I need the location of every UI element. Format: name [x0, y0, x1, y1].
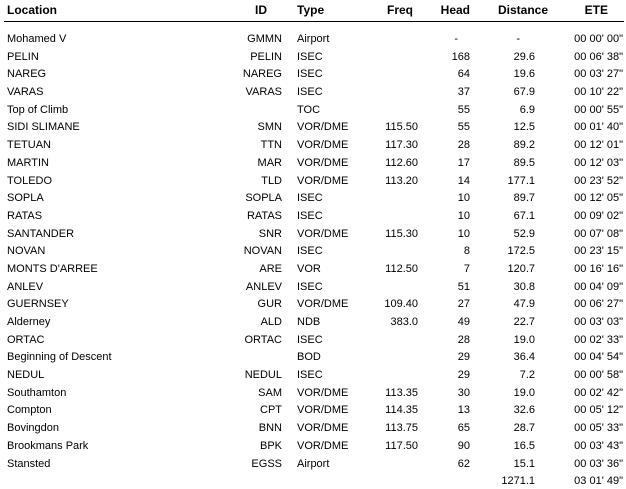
cell-id: MAR — [257, 156, 282, 169]
cell-type: VOR/DME — [297, 386, 349, 399]
cell-location: NEDUL — [7, 369, 45, 382]
cell-head: 13 — [457, 404, 470, 417]
cell-type: ISEC — [297, 333, 323, 346]
table-row — [0, 402, 626, 420]
cell-ete: 00 23' 52" — [574, 174, 623, 187]
cell-distance: - — [516, 33, 520, 45]
cell-type: NDB — [297, 316, 321, 328]
cell-head: 90 — [457, 439, 470, 452]
cell-distance: 7.2 — [519, 369, 535, 382]
cell-id: NEDUL — [244, 369, 282, 382]
table-row — [0, 261, 626, 279]
cell-location: VARAS — [7, 86, 44, 99]
cell-location: Stansted — [7, 457, 51, 470]
cell-freq — [367, 456, 418, 474]
cell-freq: 113.20 — [385, 174, 418, 187]
cell-id: ORTAC — [244, 333, 282, 346]
cell-type: ISEC — [297, 192, 323, 205]
cell-id: VARAS — [245, 86, 282, 99]
cell-type: VOR — [297, 262, 321, 275]
cell-ete: 00 03' 43" — [574, 439, 623, 452]
cell-location: Beginning of Descent — [7, 351, 112, 364]
column-header-ete: ETE — [584, 3, 608, 17]
cell-location: Compton — [7, 404, 52, 417]
cell-location: TOLEDO — [7, 174, 53, 187]
cell-freq — [367, 367, 418, 385]
table-row — [0, 102, 626, 120]
cell-ete: 00 03' 03" — [574, 316, 623, 328]
cell-freq — [367, 473, 418, 489]
table-row — [0, 349, 626, 367]
cell-type: BOD — [297, 351, 321, 364]
cell-ete: 00 07' 08" — [574, 227, 623, 240]
cell-ete: 00 05' 33" — [574, 422, 623, 435]
cell-type: VOR/DME — [297, 439, 349, 452]
cell-ete: 00 10' 22" — [574, 86, 623, 99]
cell-head: 64 — [457, 68, 470, 81]
cell-id: SNR — [258, 227, 282, 240]
cell-distance: 29.6 — [513, 50, 535, 63]
cell-id: TTN — [260, 139, 282, 152]
cell-head: 8 — [463, 245, 470, 258]
cell-head: 49 — [457, 316, 470, 328]
cell-type: Airport — [297, 457, 330, 470]
cell-location: ANLEV — [7, 280, 44, 293]
table-row — [0, 84, 626, 102]
column-header-freq: Freq — [386, 3, 413, 17]
cell-ete: 00 02' 42" — [574, 386, 623, 399]
cell-freq: 113.35 — [385, 386, 418, 399]
cell-freq — [367, 49, 418, 67]
table-row — [0, 208, 626, 226]
cell-freq — [367, 208, 418, 226]
cell-freq: 115.30 — [385, 227, 418, 240]
cell-distance: 120.7 — [507, 262, 535, 275]
cell-location: PELIN — [7, 50, 39, 63]
cell-id: NAREG — [242, 68, 282, 81]
cell-distance: 172.5 — [507, 245, 535, 258]
cell-distance: 32.6 — [513, 404, 535, 417]
cell-type: VOR/DME — [297, 139, 349, 152]
cell-id: GUR — [257, 298, 282, 311]
cell-location: TETUAN — [7, 139, 51, 152]
cell-distance: 47.9 — [513, 298, 535, 311]
cell-head: 30 — [457, 386, 470, 399]
cell-head: 10 — [457, 209, 470, 222]
table-row — [0, 137, 626, 155]
cell-id: GMMN — [247, 33, 282, 45]
column-header-location: Location — [7, 3, 57, 17]
cell-head: 168 — [451, 50, 470, 63]
cell-freq — [367, 31, 418, 49]
cell-type: VOR/DME — [297, 121, 349, 134]
cell-location: NAREG — [7, 68, 47, 81]
cell-location: Alderney — [7, 316, 51, 328]
cell-head: 14 — [457, 174, 470, 187]
cell-location: Bovingdon — [7, 422, 59, 435]
cell-ete: 00 23' 15" — [574, 245, 623, 258]
cell-location: SANTANDER — [7, 227, 75, 240]
cell-freq: 114.35 — [385, 404, 418, 417]
cell-ete: 00 09' 02" — [574, 209, 623, 222]
cell-head: 62 — [457, 457, 470, 470]
cell-freq — [367, 190, 418, 208]
cell-location: SOPLA — [7, 192, 44, 205]
cell-id: BPK — [259, 439, 282, 452]
cell-location: NOVAN — [7, 245, 46, 258]
cell-location: MARTIN — [7, 156, 49, 169]
cell-id: EGSS — [251, 457, 282, 470]
cell-type: ISEC — [297, 68, 323, 81]
cell-head: 55 — [457, 121, 470, 134]
cell-head: 29 — [457, 351, 470, 364]
cell-id — [225, 349, 282, 367]
table-row — [0, 226, 626, 244]
cell-type: VOR/DME — [297, 156, 349, 169]
cell-head: 27 — [457, 298, 470, 311]
cell-head: 17 — [457, 156, 470, 169]
cell-ete: 00 02' 33" — [574, 333, 623, 346]
cell-ete: 00 03' 36" — [574, 457, 623, 470]
cell-freq — [367, 349, 418, 367]
cell-head — [418, 473, 470, 489]
cell-freq: 383.0 — [390, 316, 418, 328]
cell-freq: 115.50 — [385, 121, 418, 134]
cell-distance: 52.9 — [513, 227, 535, 240]
cell-type: ISEC — [297, 50, 323, 63]
cell-type: VOR/DME — [297, 298, 349, 311]
table-body — [0, 21, 626, 489]
cell-ete: 00 04' 09" — [574, 280, 623, 293]
cell-type: VOR/DME — [297, 422, 349, 435]
cell-type: VOR/DME — [297, 174, 349, 187]
table-row — [0, 243, 626, 261]
cell-ete: 00 00' 00" — [574, 33, 623, 45]
cell-distance: 19.6 — [513, 68, 535, 81]
cell-id: BNN — [258, 422, 282, 435]
table-row — [0, 438, 626, 456]
table-row — [0, 173, 626, 191]
cell-id: ALD — [260, 316, 282, 328]
cell-location: GUERNSEY — [7, 298, 69, 311]
cell-distance: 28.7 — [513, 422, 535, 435]
cell-distance: 16.5 — [513, 439, 535, 452]
table-totals-row — [0, 473, 626, 489]
table-row — [0, 456, 626, 474]
cell-head: 10 — [457, 227, 470, 240]
column-header-type: Type — [297, 3, 325, 17]
table-row — [0, 367, 626, 385]
cell-distance: 6.9 — [519, 103, 535, 116]
cell-distance: 89.5 — [513, 156, 535, 169]
cell-id: ARE — [259, 262, 282, 275]
table-row — [0, 155, 626, 173]
cell-type: VOR/DME — [297, 227, 349, 240]
cell-type: ISEC — [297, 209, 323, 222]
cell-type: TOC — [297, 103, 321, 116]
cell-freq — [367, 66, 418, 84]
cell-id: NOVAN — [243, 245, 282, 258]
cell-ete: 00 00' 58" — [574, 369, 623, 382]
cell-id: CPT — [260, 404, 282, 417]
table-row — [0, 31, 626, 49]
cell-head: 55 — [457, 103, 470, 116]
cell-distance: 89.2 — [513, 139, 535, 152]
cell-ete: 00 04' 54" — [574, 351, 623, 364]
cell-distance: 30.8 — [513, 280, 535, 293]
cell-freq: 112.50 — [385, 262, 418, 275]
header-divider-rule — [4, 21, 624, 22]
cell-ete: 00 05' 12" — [574, 404, 623, 417]
cell-location: Brookmans Park — [7, 439, 89, 452]
cell-type: Airport — [297, 33, 330, 45]
cell-ete: 00 06' 38" — [574, 50, 623, 63]
table-row — [0, 190, 626, 208]
cell-ete: 00 12' 03" — [574, 156, 623, 169]
cell-head: 29 — [457, 369, 470, 382]
cell-id: SOPLA — [245, 192, 282, 205]
cell-head: 10 — [457, 192, 470, 205]
table-row — [0, 420, 626, 438]
cell-freq — [367, 102, 418, 120]
table-row — [0, 119, 626, 137]
cell-freq: 117.30 — [385, 139, 418, 152]
column-header-distance: Distance — [497, 3, 548, 17]
cell-id — [225, 102, 282, 120]
cell-freq — [367, 243, 418, 261]
cell-ete: 00 03' 27" — [574, 68, 623, 81]
cell-location: Southamton — [7, 386, 67, 399]
cell-location: ORTAC — [7, 333, 45, 346]
cell-ete: 03 01' 49" — [574, 475, 623, 488]
cell-type: VOR/DME — [297, 404, 349, 417]
cell-id: SMN — [257, 121, 282, 134]
table-row — [0, 279, 626, 297]
cell-location: MONTS D'ARREE — [7, 262, 98, 275]
cell-freq: 109.40 — [384, 298, 418, 311]
cell-distance: 89.7 — [513, 192, 535, 205]
cell-freq — [367, 279, 418, 297]
table-row — [0, 49, 626, 67]
cell-distance: 67.1 — [513, 209, 535, 222]
cell-distance: 67.9 — [513, 86, 535, 99]
cell-distance: 12.5 — [513, 121, 535, 134]
cell-id: PELIN — [250, 50, 282, 63]
cell-ete: 00 01' 40" — [574, 121, 623, 134]
table-row — [0, 385, 626, 403]
cell-head: 51 — [457, 280, 470, 293]
cell-head: 65 — [457, 422, 470, 435]
table-row — [0, 296, 626, 314]
cell-distance: 177.1 — [507, 174, 535, 187]
cell-freq — [367, 332, 418, 350]
cell-type: ISEC — [297, 280, 323, 293]
cell-freq: 117.50 — [385, 439, 418, 452]
cell-distance: 22.7 — [513, 316, 535, 328]
cell-head: 28 — [457, 333, 470, 346]
column-header-head: Head — [440, 3, 470, 17]
table-row — [0, 332, 626, 350]
cell-freq — [367, 84, 418, 102]
cell-distance: 19.0 — [513, 333, 535, 346]
cell-freq: 112.60 — [385, 156, 418, 169]
cell-id — [225, 473, 282, 489]
cell-ete: 00 12' 01" — [574, 139, 623, 152]
cell-distance: 15.1 — [513, 457, 535, 470]
cell-distance: 36.4 — [513, 351, 535, 364]
cell-ete: 00 06' 27" — [574, 298, 623, 311]
cell-type: ISEC — [297, 369, 323, 382]
cell-head: - — [454, 33, 458, 45]
cell-id: TLD — [261, 174, 282, 187]
column-header-id: ID — [255, 3, 267, 17]
cell-head: 28 — [457, 139, 470, 152]
cell-freq: 113.75 — [385, 422, 418, 435]
cell-id: SAM — [258, 386, 282, 399]
cell-distance: 1271.1 — [501, 475, 535, 488]
table-row — [0, 314, 626, 332]
cell-location: SIDI SLIMANE — [7, 121, 80, 134]
cell-id: RATAS — [246, 209, 282, 222]
cell-head: 37 — [457, 86, 470, 99]
cell-type: ISEC — [297, 86, 323, 99]
cell-type: ISEC — [297, 245, 323, 258]
table-row — [0, 66, 626, 84]
cell-head: 7 — [463, 262, 470, 275]
cell-location: RATAS — [7, 209, 43, 222]
navlog-header-row — [0, 0, 626, 21]
cell-location — [0, 473, 225, 489]
cell-ete: 00 16' 16" — [574, 262, 623, 275]
cell-distance: 19.0 — [513, 386, 535, 399]
cell-type — [282, 473, 367, 489]
cell-location: Mohamed V — [7, 33, 67, 45]
cell-ete: 00 12' 05" — [574, 192, 623, 205]
cell-id: ANLEV — [245, 280, 282, 293]
cell-location: Top of Climb — [7, 103, 69, 116]
cell-ete: 00 00' 55" — [574, 103, 623, 116]
